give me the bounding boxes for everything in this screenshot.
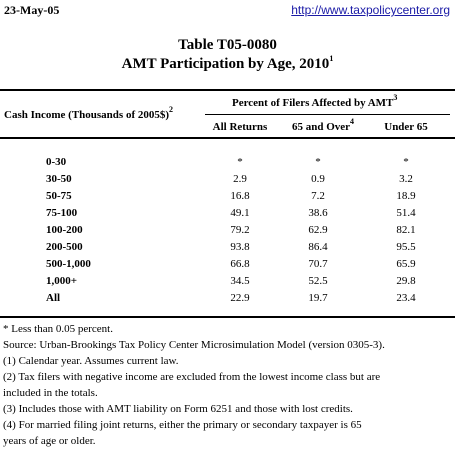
cell-all-returns: 93.8 xyxy=(230,241,250,253)
row-label: 50-75 xyxy=(46,190,72,202)
cell-all-returns: 79.2 xyxy=(230,224,250,236)
cell-65-and-over: 0.9 xyxy=(311,173,325,185)
row-label: 1,000+ xyxy=(46,275,78,287)
column-header-text: All Returns xyxy=(212,121,268,133)
cell-under-65: 29.8 xyxy=(396,275,416,287)
table-number: Table T05-0080 xyxy=(178,37,277,53)
table-title-text: AMT Participation by Age, 2010 xyxy=(121,56,330,72)
cell-65-and-over: 62.9 xyxy=(308,224,328,236)
row-header-footnote-mark: 2 xyxy=(169,105,174,115)
table-bottom-rule xyxy=(0,316,455,318)
row-label: 75-100 xyxy=(46,207,78,219)
group-header-rule xyxy=(205,114,450,115)
footnote-2: (2) Tax filers with negative income are excluded from the lowest income class but are xyxy=(3,371,381,383)
cell-65-and-over: 38.6 xyxy=(308,207,328,219)
cell-under-65: 82.1 xyxy=(396,224,416,236)
column-header-all-returns xyxy=(205,121,275,133)
table-top-rule xyxy=(0,89,455,91)
cell-65-and-over: 86.4 xyxy=(308,241,328,253)
cell-65-and-over: 70.7 xyxy=(308,258,328,270)
row-label: All xyxy=(46,292,61,304)
cell-under-65: 18.9 xyxy=(396,190,416,202)
cell-all-returns: 34.5 xyxy=(230,275,250,287)
table-title-footnote-mark: 1 xyxy=(329,54,334,63)
cell-65-and-over: 7.2 xyxy=(311,190,325,202)
source-link[interactable]: http://www.taxpolicycenter.org xyxy=(291,3,450,17)
group-header-text: Percent of Filers Affected by AMT xyxy=(232,97,394,109)
row-label: 0-30 xyxy=(46,156,67,168)
cell-all-returns: * xyxy=(237,156,243,168)
cell-under-65: 65.9 xyxy=(396,258,416,270)
row-label: 500-1,000 xyxy=(46,258,91,270)
row-label: 100-200 xyxy=(46,224,83,236)
cell-65-and-over: * xyxy=(315,156,321,168)
column-header-text: Under 65 xyxy=(384,121,428,133)
cell-under-65: 23.4 xyxy=(396,292,416,304)
column-header-footnote-mark: 4 xyxy=(350,117,355,127)
footnote-asterisk: * Less than 0.05 percent. xyxy=(3,323,113,335)
cell-65-and-over: 52.5 xyxy=(308,275,328,287)
cell-all-returns: 2.9 xyxy=(233,173,247,185)
report-date: 23-May-05 xyxy=(4,3,60,17)
footnote-1: (1) Calendar year. Assumes current law. xyxy=(3,355,179,367)
footnote-4: (4) For married filing joint returns, either the primary or secondary taxpayer is 65 xyxy=(3,419,362,431)
footnote-2-continued: included in the totals. xyxy=(3,387,98,399)
row-header-text: Cash Income (Thousands of 2005$) xyxy=(4,109,170,121)
cell-under-65: 95.5 xyxy=(396,241,416,253)
cell-all-returns: 49.1 xyxy=(230,207,250,219)
cell-all-returns: 66.8 xyxy=(230,258,250,270)
footnote-4-continued: years of age or older. xyxy=(3,435,96,447)
cell-all-returns: 16.8 xyxy=(230,190,250,202)
cell-65-and-over: 19.7 xyxy=(308,292,328,304)
row-label: 30-50 xyxy=(46,173,72,185)
cell-under-65: 51.4 xyxy=(396,207,416,219)
column-header-under-65 xyxy=(371,121,441,133)
group-header-footnote-mark: 3 xyxy=(393,93,398,103)
table-title xyxy=(0,56,455,73)
table-header-rule xyxy=(0,137,455,139)
cell-under-65: * xyxy=(403,156,409,168)
column-header-text: 65 and Over xyxy=(291,121,351,133)
cell-all-returns: 22.9 xyxy=(230,292,250,304)
source-note: Source: Urban-Brookings Tax Policy Center Microsimulation Model (version 0305-3). xyxy=(3,339,385,351)
row-label: 200-500 xyxy=(46,241,83,253)
footnote-3: (3) Includes those with AMT liability on Form 6251 and those with lost credits. xyxy=(3,403,353,415)
cell-under-65: 3.2 xyxy=(399,173,413,185)
column-header-65-and-over xyxy=(280,117,366,133)
group-header xyxy=(232,93,398,109)
row-header xyxy=(4,105,174,121)
